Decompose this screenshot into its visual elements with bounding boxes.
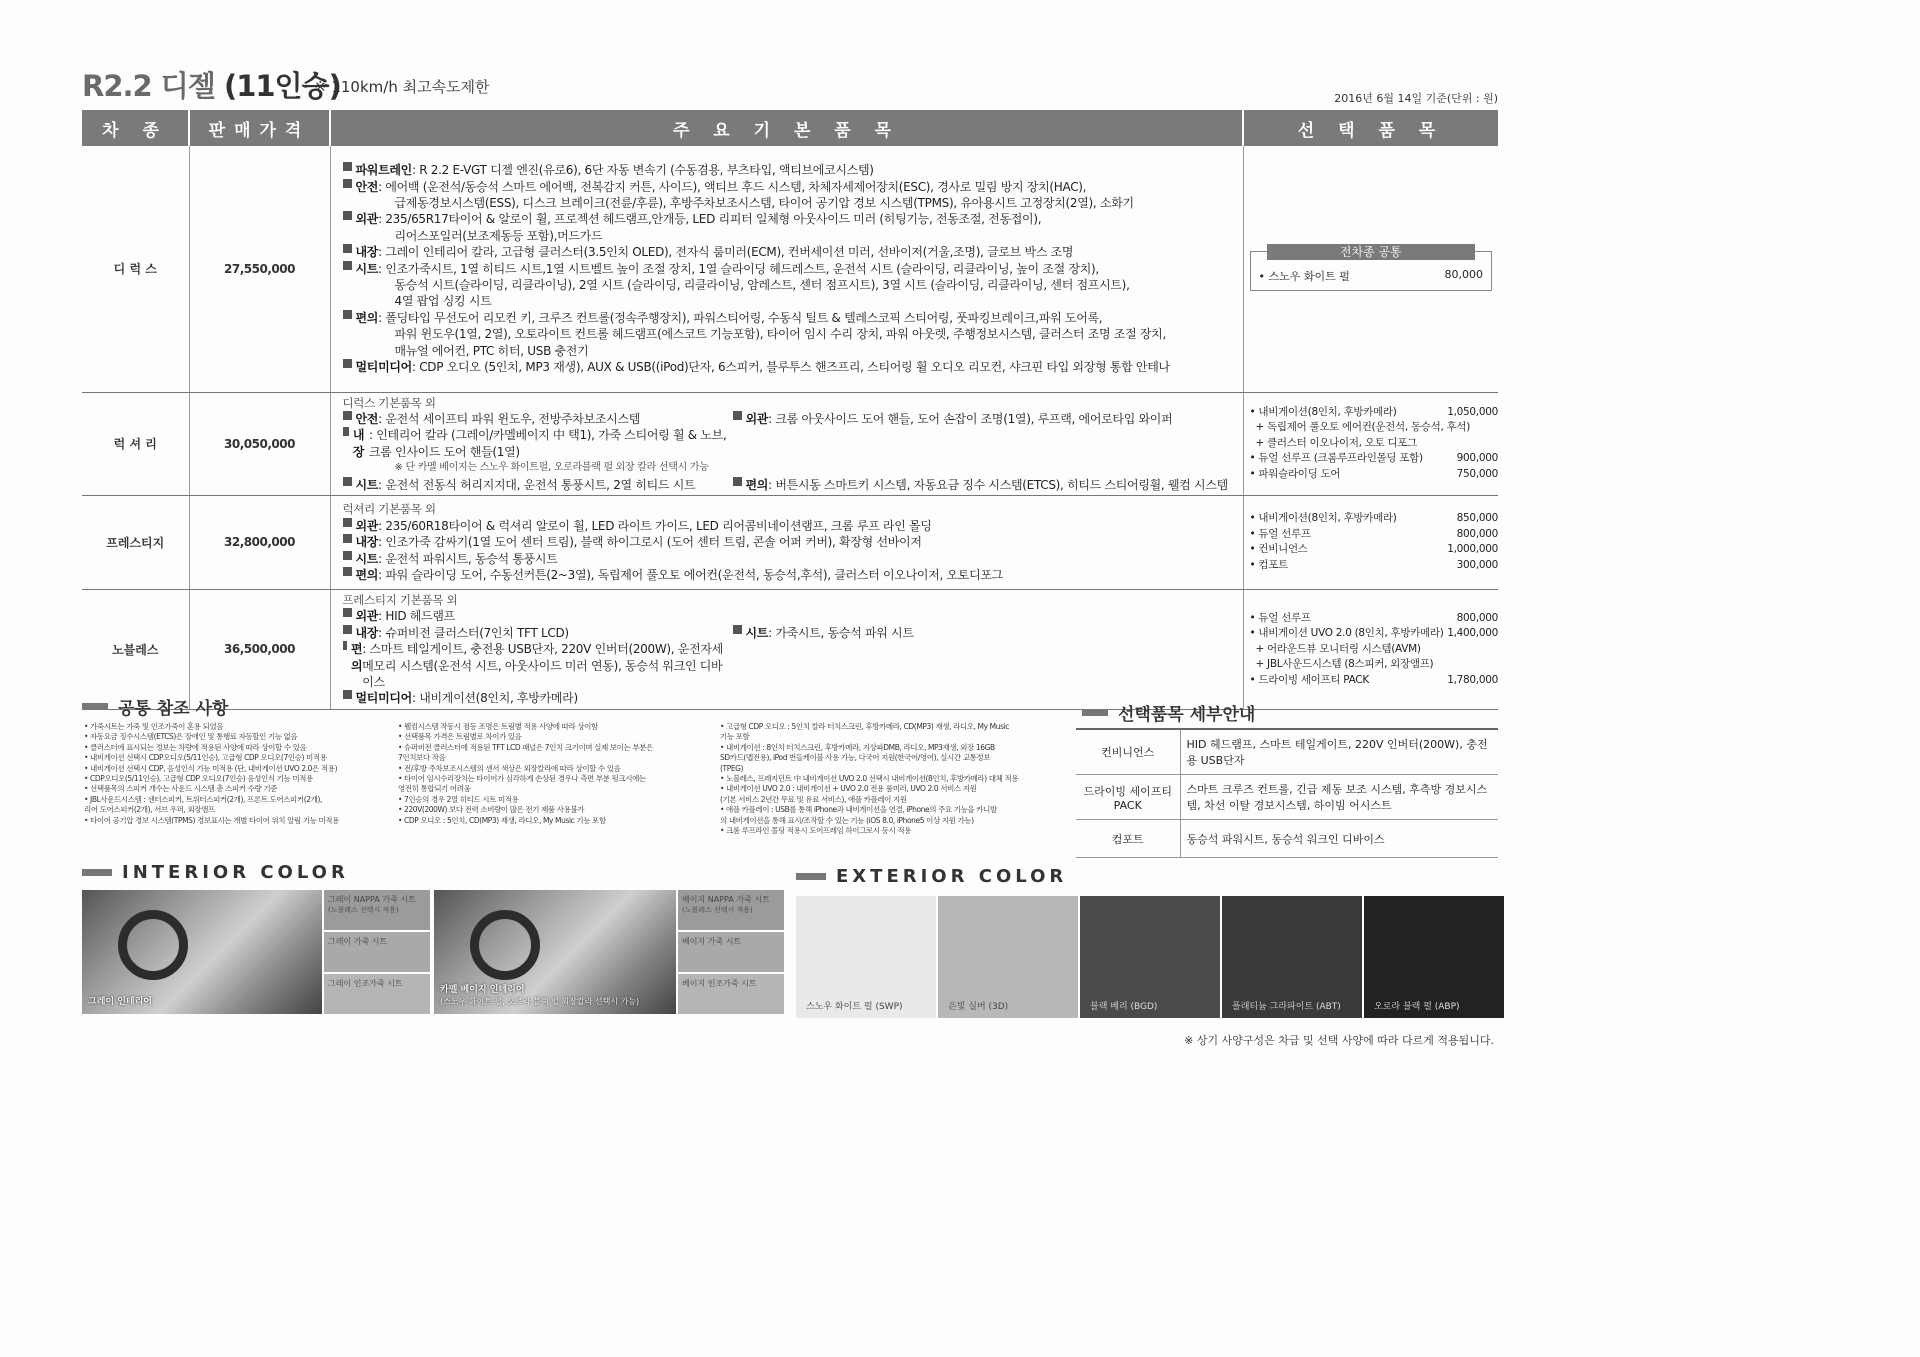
option-item xyxy=(1250,673,1499,689)
option-price: 1,400,000 xyxy=(1447,627,1498,640)
feature-line-pair xyxy=(343,427,1237,460)
feature-text: 4열 팝업 싱킹 시트 xyxy=(394,294,492,309)
note-line: • 애플 카플레이 : USB를 통해 iPhone과 내비게이션을 연결, iPhone의 주요 기능을 카니발 xyxy=(720,805,997,815)
exterior-color-heading xyxy=(796,866,1067,887)
trim-options xyxy=(1243,589,1498,709)
option-name: • 컨비니언스 xyxy=(1249,543,1308,556)
square-bullet-icon xyxy=(343,625,352,634)
option-detail-value: HID 헤드램프, 스마트 테일게이트, 220V 인버터(200W), 충전용 USB단자 xyxy=(1180,729,1498,775)
feature-category: 외관 xyxy=(745,411,769,426)
note-line: • 선택품목의 스피커 개수는 사운드 시스템 총 스피커 수량 기준 xyxy=(84,784,278,794)
seat-swatch-label: 그레이 가죽 시트 xyxy=(328,937,388,946)
feature-text: 동승석 시트(슬라이딩, 리클라이닝), 2열 시트 (슬라이딩, 리클라이닝, 암레스트, 센터 점프시트), 3열 시트 (슬라이딩, 리클라이닝, 센터 점프시트), xyxy=(394,277,1130,292)
option-name: • 듀얼 선루프 xyxy=(1249,527,1311,540)
feature-text: : R 2.2 E-VGT 디젤 엔진(유로6), 6단 자동 변속기 (수동겸용, 부츠타입, 액티브에코시스템) xyxy=(411,163,874,178)
feature-line xyxy=(343,244,1237,260)
feature-line xyxy=(343,195,1237,211)
trim-features xyxy=(330,392,1243,495)
option-detail-value: 스마트 크루즈 컨트롤, 긴급 제동 보조 시스템, 후측방 경보시스템, 차선 이탈 경보시스템, 하이빔 어시스트 xyxy=(1180,775,1498,820)
feature-line-pair xyxy=(343,608,1237,624)
exterior-swatch-label: 블랙 베리 (BGD) xyxy=(1090,1002,1158,1012)
feature-category: 외관 xyxy=(355,609,379,624)
feature-text: : 슈퍼비전 클러스터(7인치 TFT LCD) xyxy=(378,625,569,640)
square-bullet-icon xyxy=(343,244,352,253)
square-bullet-icon xyxy=(733,477,742,486)
feature-line xyxy=(343,261,1237,277)
exterior-swatch-label: 플래티늄 그라파이트 (ABT) xyxy=(1232,1002,1341,1012)
option-name: + 독립제어 풀오토 에어컨(운전석, 동승석, 후석) xyxy=(1255,421,1471,434)
trim-name: 디 럭 스 xyxy=(82,146,189,392)
trim-price: 30,050,000 xyxy=(189,392,330,495)
option-item xyxy=(1250,657,1499,673)
feature-category: 멀티미디어 xyxy=(355,359,412,374)
feature-line xyxy=(343,277,1237,293)
trim-row xyxy=(82,495,1498,589)
feature-line xyxy=(343,162,1237,178)
option-item xyxy=(1250,451,1499,467)
feature-text: : 버튼시동 스마트키 시스템, 자동요금 징수 시스템(ETCS), 히티드 스티어링휠, 웰컴 시스템 xyxy=(768,477,1228,492)
feature-text: : HID 헤드램프 xyxy=(378,609,455,624)
trim-options xyxy=(1243,146,1498,392)
option-item xyxy=(1250,542,1499,558)
exterior-swatch-label: 오로라 블랙 펄 (ABP) xyxy=(1374,1002,1460,1012)
header-trim: 차 종 xyxy=(82,110,189,146)
option-list xyxy=(1244,507,1499,577)
note-line: • 자동요금 징수시스템(ETCS)은 장애인 및 통행료 자동할인 기능 없음 xyxy=(84,732,298,742)
option-detail-value: 동승석 파워시트, 동승석 워크인 디바이스 xyxy=(1180,820,1498,858)
feature-text: : 235/65R17타이어 & 알로이 휠, 프로젝션 헤드램프,안개등, LED 리피터 일체형 아웃사이드 미러 (히팅기능, 전동조절, 전동접이), xyxy=(378,212,1042,227)
base-features-note: 럭셔리 기본품목 외 xyxy=(342,502,436,517)
feature-line xyxy=(343,411,733,427)
note-line: • 내비게이션 선택시 CDP오디오(5/11인승), 고급형 CDP 오디오(7인승) 미적용 xyxy=(84,753,327,763)
seat-swatch-label: 베이지 가죽 시트 xyxy=(682,937,742,946)
feature-line xyxy=(343,179,1237,195)
seat-swatch xyxy=(678,974,784,1014)
trim-row xyxy=(82,589,1498,709)
notes-col-1 xyxy=(84,722,339,826)
exterior-swatch-label: 스노우 화이트 펄 (SWP) xyxy=(806,1002,903,1012)
option-name: • 내비게이션 UVO 2.0 (8인치, 후방카메라) xyxy=(1249,627,1444,640)
feature-line xyxy=(343,343,1237,359)
trim-features xyxy=(330,589,1243,709)
seat-swatch xyxy=(324,932,430,972)
option-item xyxy=(1250,558,1499,574)
feature-line xyxy=(343,625,733,641)
notes-col-3 xyxy=(720,722,1018,836)
trim-options xyxy=(1243,495,1498,589)
feature-text: : 인테리어 칼라 (그레이/카멜베이지 中 택1), 가죽 스티어링 휠 & 노브, 크롬 인사이드 도어 핸들(1열) xyxy=(368,428,727,459)
feature-line xyxy=(343,359,1237,375)
note-line: 7인치보다 작음 xyxy=(398,753,446,763)
feature-text: : 운전석 세이프티 파워 윈도우, 전방주차보조시스템 xyxy=(378,411,641,426)
note-line: • 선택품목 가격은 트림별로 차이가 있음 xyxy=(398,732,522,742)
trim-row xyxy=(82,392,1498,495)
option-item xyxy=(1250,420,1499,436)
trim-features xyxy=(330,495,1243,589)
seat-swatch xyxy=(324,974,430,1014)
square-bullet-icon xyxy=(343,534,352,543)
square-bullet-icon xyxy=(343,427,349,436)
feature-line xyxy=(343,567,1237,583)
option-name: • 파워슬라이딩 도어 xyxy=(1249,467,1341,480)
option-item xyxy=(1250,511,1499,527)
trim-price: 27,550,000 xyxy=(189,146,330,392)
option-price: 1,000,000 xyxy=(1447,543,1498,556)
feature-text: : 운전석 파워시트, 동승석 통풍시트 xyxy=(378,551,558,566)
option-name: + JBL사운드시스템 (8스피커, 외장앰프) xyxy=(1255,658,1434,671)
note-line: SD카드(맵전용), iPod 번들케이블 사용 가능, 다국어 지원(한국어/영어), 실시간 교통정보 xyxy=(720,753,991,763)
exterior-swatch xyxy=(796,896,936,1018)
option-item xyxy=(1250,436,1499,452)
note-line: (TPEG) xyxy=(720,763,744,773)
steering-wheel-graphic xyxy=(118,910,188,980)
seat-swatch-label: 베이지 NAPPA 가죽 시트 xyxy=(682,895,770,904)
trim-name: 프레스티지 xyxy=(82,495,189,589)
option-list xyxy=(1244,401,1499,487)
option-name: • 스노우 화이트 펄 xyxy=(1258,269,1350,283)
feature-text: : 인조가죽 감싸기(1열 도어 센터 트림), 블랙 하이그로시 (도어 센터 트림, 콘솔 어퍼 커버), 확장형 선바이저 xyxy=(378,535,922,550)
feature-line xyxy=(343,427,733,460)
option-price: 1,780,000 xyxy=(1447,673,1498,686)
feature-line xyxy=(343,211,1237,227)
option-name: • 내비게이션(8인치, 후방카메라) xyxy=(1249,512,1397,525)
feature-category: 내장 xyxy=(355,245,379,260)
square-bullet-icon xyxy=(733,625,742,634)
square-bullet-icon xyxy=(343,179,352,188)
option-name: • 듀얼 선루프 (크롬루프라인몰딩 포함) xyxy=(1249,452,1423,465)
seat-swatch xyxy=(324,890,430,930)
feature-category: 시트 xyxy=(355,477,379,492)
feature-line xyxy=(343,608,733,624)
heading-bar xyxy=(1082,709,1108,716)
option-item xyxy=(1250,611,1499,627)
trim-name: 노블레스 xyxy=(82,589,189,709)
feature-category: 편의 xyxy=(350,642,363,673)
common-option-item xyxy=(1251,268,1492,290)
option-price: 800,000 xyxy=(1456,611,1498,624)
feature-line xyxy=(343,326,1237,342)
beige-interior-note: (스노우 화이트 펄, 오로라 블랙 펄 외장칼라 선택시 가능) xyxy=(440,997,640,1006)
beige-interior-label xyxy=(440,985,639,1008)
note-line: 기능 포함 xyxy=(720,732,750,742)
feature-line xyxy=(343,228,1237,244)
feature-line xyxy=(343,293,1237,309)
interior-color-heading xyxy=(82,862,349,883)
heading-bar xyxy=(82,703,108,710)
feature-text: : 폴딩타입 무선도어 리모컨 키, 크루즈 컨트롤(정속주행장치), 파워스티어링, 수동식 틸트 & 텔레스코픽 스티어링, 풋파킹브레이크,파워 도어록, xyxy=(378,310,1103,325)
seat-swatch xyxy=(678,932,784,972)
trim-options xyxy=(1243,392,1498,495)
option-name: + 어라운드뷰 모니터링 시스템(AVM) xyxy=(1255,642,1421,655)
feature-line-pair xyxy=(343,477,1237,493)
option-item xyxy=(1250,467,1499,483)
gray-interior-photo xyxy=(82,890,322,1014)
feature-line-pair xyxy=(343,625,1237,641)
feature-line xyxy=(343,551,1237,567)
header-features: 주 요 기 본 품 목 xyxy=(330,110,1243,146)
feature-text: 리어스포일러(보조제동등 포함),머드가드 xyxy=(394,228,603,243)
option-name: • 내비게이션(8인치, 후방카메라) xyxy=(1249,405,1397,418)
spec-table xyxy=(82,110,1498,710)
exterior-swatch xyxy=(1080,896,1220,1018)
feature-category: 편의 xyxy=(745,477,769,492)
steering-wheel-graphic xyxy=(470,910,540,980)
option-detail-row xyxy=(1076,775,1498,820)
feature-category: 안전 xyxy=(355,179,379,194)
interior-title: INTERIOR COLOR xyxy=(122,862,349,883)
common-option-box xyxy=(1250,244,1493,291)
feature-text: : 235/60R18타이어 & 럭셔리 알로이 휠, LED 라이트 가이드, LED 리어콤비네이션램프, 크롬 루프 라인 몰딩 xyxy=(378,518,932,533)
square-bullet-icon xyxy=(343,608,352,617)
feature-text: : 크롬 아웃사이드 도어 핸들, 도어 손잡이 조명(1열), 루프랙, 에어로타입 와이퍼 xyxy=(768,411,1173,426)
feature-line xyxy=(343,690,733,706)
note-line: • 크롬 루프라인 몰딩 적용시 도어프레임 하이그로시 동시 적용 xyxy=(720,826,912,836)
note-line: • 타이어 공기압 경보 시스템(TPMS) 경보표시는 개별 타이어 위치 알림 기능 미적용 xyxy=(84,815,339,825)
feature-category: 시트 xyxy=(355,551,379,566)
option-details-heading xyxy=(1082,700,1255,725)
square-bullet-icon xyxy=(343,261,352,270)
note-line: • 노블레스, 프레지던트 中 내비게이션 UVO 2.0 선택시 내비게이션(8인치, 후방카메라) 대체 적용 xyxy=(720,774,1019,784)
feature-line xyxy=(343,477,733,493)
note-line: • 내비게이션 : 8인치 터치스크린, 후방카메라, 지상파DMB, 라디오, MP3재생, 외장 16GB xyxy=(720,742,995,752)
option-details-title: 선택품목 세부안내 xyxy=(1118,705,1256,725)
feature-category: 외관 xyxy=(355,212,379,227)
feature-line xyxy=(733,625,914,641)
feature-text: : 에어백 (운전석/동승석 스마트 에어백, 전복감지 커튼, 사이드), 액티브 후드 시스템, 차체자세제어장치(ESC), 경사로 밀림 방지 장치(HAC), xyxy=(378,179,1087,194)
feature-footnote: ※ 단 카멜 베이지는 스노우 화이트펄, 오로라블랙 펄 외장 칼라 선택시 가능 xyxy=(394,462,709,474)
trim-name: 럭 셔 리 xyxy=(82,392,189,495)
feature-line xyxy=(343,641,733,690)
note-line: • 가죽시트는 가죽 및 인조가죽이 혼용 되었음 xyxy=(84,722,224,731)
note-line: (기본 서비스 2년간 무료 및 유료 서비스), 애플 카플레이 지원 xyxy=(720,794,907,804)
title-model: R2.2 디젤 xyxy=(82,69,215,103)
note-line: • 내비게이션 선택시 CDP, 음성인식 기능 미적용 (단, 내비게이션 UVO 2.0은 적용) xyxy=(84,763,338,773)
seat-swatch-note: (노블레스 선택시 적용) xyxy=(682,906,753,914)
exterior-title: EXTERIOR COLOR xyxy=(836,866,1068,887)
beige-interior-name: 카멜 베이지 인테리어 xyxy=(440,985,525,995)
feature-text: 매뉴얼 에어컨, PTC 히터, USB 충전기 xyxy=(394,343,589,358)
feature-text: : CDP 오디오 (5인치, MP3 재생), AUX & USB((iPod)단자, 6스피커, 블루투스 핸즈프리, 스티어링 휠 오디오 리모컨, 샤크핀 타입 외장형 통합 안테나 xyxy=(411,359,1170,374)
note-line: 의 내비게이션을 통해 표시/조작할 수 있는 기능 (iOS 8.0, iPhone5 이상 지원 가능) xyxy=(720,815,974,825)
exterior-swatch xyxy=(938,896,1078,1018)
feature-text: : 내비게이션(8인치, 후방카메라) xyxy=(411,691,578,706)
feature-category: 안전 xyxy=(355,411,379,426)
note-line: • 웰컴시스템 작동시 점등 조명은 트림별 적용 사양에 따라 상이함 xyxy=(398,722,598,731)
square-bullet-icon xyxy=(343,518,352,527)
option-item xyxy=(1250,405,1499,421)
feature-category: 시트 xyxy=(745,625,769,640)
common-notes-title: 공통 참조 사항 xyxy=(118,699,229,719)
option-price: 300,000 xyxy=(1456,558,1498,571)
feature-text: : 가죽시트, 동승석 파워 시트 xyxy=(768,625,914,640)
option-price: 750,000 xyxy=(1456,467,1498,480)
option-detail-key: 드라이빙 세이프티 PACK xyxy=(1076,775,1180,820)
base-features-note: 프레스티지 기본품목 외 xyxy=(342,592,458,607)
feature-line xyxy=(733,411,1173,427)
square-bullet-icon xyxy=(343,310,352,319)
beige-interior-photo xyxy=(434,890,676,1014)
base-features-note: 디럭스 기본품목 외 xyxy=(342,395,436,410)
notes-col-2 xyxy=(398,722,653,826)
option-price: 1,050,000 xyxy=(1447,405,1498,418)
note-line: • 내비게이션 UVO 2.0 : 내비게이션 + UVO 2.0 전용 룸미러, UVO 2.0 서비스 지원 xyxy=(720,784,977,794)
option-price: 800,000 xyxy=(1456,527,1498,540)
option-detail-key: 컨비니언스 xyxy=(1076,729,1180,775)
feature-category: 내장 xyxy=(355,535,379,550)
feature-category: 편의 xyxy=(355,568,379,583)
feature-category: 파워트레인 xyxy=(355,163,412,178)
option-detail-row xyxy=(1076,729,1498,775)
note-line: • 클러스터에 표시되는 정보는 차량에 적용된 사양에 따라 상이할 수 있음 xyxy=(84,742,307,752)
trim-row xyxy=(82,146,1498,392)
trim-features xyxy=(330,146,1243,392)
feature-text: 급제동경보시스템(ESS), 디스크 브레이크(전륜/후륜), 후방주차보조시스템, 타이어 공기압 경보 시스템(TPMS), 유아용시트 고정장치(2열), 소화기 xyxy=(394,195,1134,210)
option-detail-row xyxy=(1076,820,1498,858)
square-bullet-icon xyxy=(343,641,347,650)
spec-table-body xyxy=(82,146,1498,709)
seat-swatch xyxy=(678,890,784,930)
feature-category: 멀티미디어 xyxy=(355,691,412,706)
square-bullet-icon xyxy=(343,477,352,486)
page-title xyxy=(82,64,341,105)
option-item xyxy=(1250,527,1499,543)
feature-text: : 스마트 테일게이트, 충전용 USB단자, 220V 인버터(200W), 운전자세 메모리 시스템(운전석 시트, 아웃사이드 미러 연동), 동승석 워크인 디바이스 xyxy=(362,642,723,689)
title-seats: (11인승) xyxy=(223,69,341,103)
note-line: • CDP 오디오 : 5인치, CD(MP3) 재생, 라디오, My Music 기능 포함 xyxy=(398,815,606,825)
feature-line-pair xyxy=(343,641,1237,690)
option-name: • 컴포트 xyxy=(1249,558,1288,571)
option-item xyxy=(1250,626,1499,642)
date-note: 2016년 6월 14일 기준(단위 : 원) xyxy=(1334,92,1498,105)
square-bullet-icon xyxy=(343,359,352,368)
note-line: • 전/후방 주차보조시스템의 센서 색상은 외장칼라에 따라 상이할 수 있음 xyxy=(398,763,621,773)
seat-swatch-label: 그레이 인조가죽 시트 xyxy=(328,979,403,988)
option-name: • 드라이빙 세이프티 PACK xyxy=(1249,673,1369,686)
gray-interior-label: 그레이 인테리어 xyxy=(88,997,152,1007)
option-price: 80,000 xyxy=(1444,267,1483,281)
trim-price: 32,800,000 xyxy=(189,495,330,589)
feature-category: 시트 xyxy=(355,261,379,276)
speed-limit-note: ※ 110km/h 최고속도제한 xyxy=(314,78,490,96)
common-notes-heading xyxy=(82,694,228,719)
option-price: 850,000 xyxy=(1456,512,1498,525)
feature-category: 내장 xyxy=(352,428,365,459)
feature-text: : 인조가죽시트, 1열 히티드 시트,1열 시트벨트 높이 조절 장치, 1열 슬라이딩 헤드레스트, 운전석 시트 (슬라이딩, 리클라이닝, 높이 조절 장치), xyxy=(378,261,1099,276)
header-options: 선 택 품 목 xyxy=(1243,110,1498,146)
feature-line xyxy=(343,518,1237,534)
heading-bar xyxy=(796,873,826,880)
square-bullet-icon xyxy=(343,162,352,171)
square-bullet-icon xyxy=(343,211,352,220)
square-bullet-icon xyxy=(343,690,352,699)
option-price: 900,000 xyxy=(1456,452,1498,465)
note-line: • 220V(200W) 보다 전력 소비량이 많은 전기 제품 사용불가 xyxy=(398,805,585,815)
square-bullet-icon xyxy=(343,567,352,576)
feature-line xyxy=(343,534,1237,550)
square-bullet-icon xyxy=(733,411,742,420)
note-line: • JBL사운드시스템 : 센터스피커, 트위터스피커(2개), 프론트 도어스피커(2개), xyxy=(84,794,323,804)
feature-category: 외관 xyxy=(355,518,379,533)
note-line: 영전히 통합되기 어려움 xyxy=(398,784,471,794)
option-name: + 클러스터 이오나이저, 오토 디포그 xyxy=(1255,436,1417,449)
option-item xyxy=(1250,642,1499,658)
spec-table-header xyxy=(82,110,1498,146)
note-line: • 고급형 CDP 오디오 : 5인치 칼라 터치스크린, 후방카메라, CD(MP3) 재생, 라디오, My Music xyxy=(720,722,1009,731)
feature-line xyxy=(733,477,1228,493)
feature-text: 파워 윈도우(1열, 2열), 오토라이트 컨트롤 헤드램프(에스코트 기능포함), 타이어 임시 수리 장치, 파워 아웃렛, 주행정보시스템, 클러스터 조명 조절 장치, xyxy=(394,327,1166,342)
note-line: 리어 도어스피커(2개), 서브 우퍼, 외장앰프 xyxy=(84,805,215,815)
option-details-table xyxy=(1076,728,1498,858)
seat-swatch-label: 베이지 인조가죽 시트 xyxy=(682,979,757,988)
exterior-swatch xyxy=(1364,896,1504,1018)
trim-price: 36,500,000 xyxy=(189,589,330,709)
feature-category: 내장 xyxy=(355,625,379,640)
exterior-swatch xyxy=(1222,896,1362,1018)
feature-category: 편의 xyxy=(355,310,379,325)
square-bullet-icon xyxy=(343,411,352,420)
note-line: • 타이어 임시수리장치는 타이어가 심각하게 손상된 경우나 측면 부분 펑크시에는 xyxy=(398,774,646,784)
option-name: • 듀얼 선루프 xyxy=(1249,611,1311,624)
option-detail-key: 컴포트 xyxy=(1076,820,1180,858)
feature-text: : 그레이 인테리어 칼라, 고급형 클러스터(3.5인치 OLED), 전자식 룸미러(ECM), 컨버세이션 미러, 선바이저(거울,조명), 글로브 박스 조명 xyxy=(378,245,1074,260)
feature-line-pair xyxy=(343,411,1237,427)
seat-swatch-label: 그레이 NAPPA 가죽 시트 xyxy=(328,895,416,904)
feature-text: : 파워 슬라이딩 도어, 수동선커튼(2~3열), 독립제어 풀오토 에어컨(운전석, 동승석,후석), 클러스터 이오나이저, 오토디포그 xyxy=(378,568,1003,583)
note-line: • 슈퍼비전 클러스터에 적용된 TFT LCD 패널은 7인치 크기이며 실제 보이는 부분은 xyxy=(398,742,653,752)
option-list xyxy=(1244,607,1499,693)
note-line: • CDP오디오(5/11인승), 고급형 CDP 오디오(7인승) 음성인식 기능 미적용 xyxy=(84,774,313,784)
common-option-title: 전차종 공통 xyxy=(1267,244,1476,260)
note-line: • 7인승의 경우 2열 히티드 시트 미적용 xyxy=(398,794,519,804)
heading-bar xyxy=(82,869,112,876)
footnote: ※ 상기 사양구성은 차급 및 선택 사양에 따라 다르게 적용됩니다. xyxy=(1184,1034,1494,1047)
exterior-swatch-label: 은빛 실버 (3D) xyxy=(948,1002,1009,1012)
header-price: 판매가격 xyxy=(189,110,330,146)
seat-swatch-note: (노블레스 선택시 적용) xyxy=(328,906,399,914)
feature-line xyxy=(343,310,1237,326)
square-bullet-icon xyxy=(343,551,352,560)
feature-text: : 운전석 전동식 허리지지대, 운전석 통풍시트, 2열 히티드 시트 xyxy=(378,477,696,492)
